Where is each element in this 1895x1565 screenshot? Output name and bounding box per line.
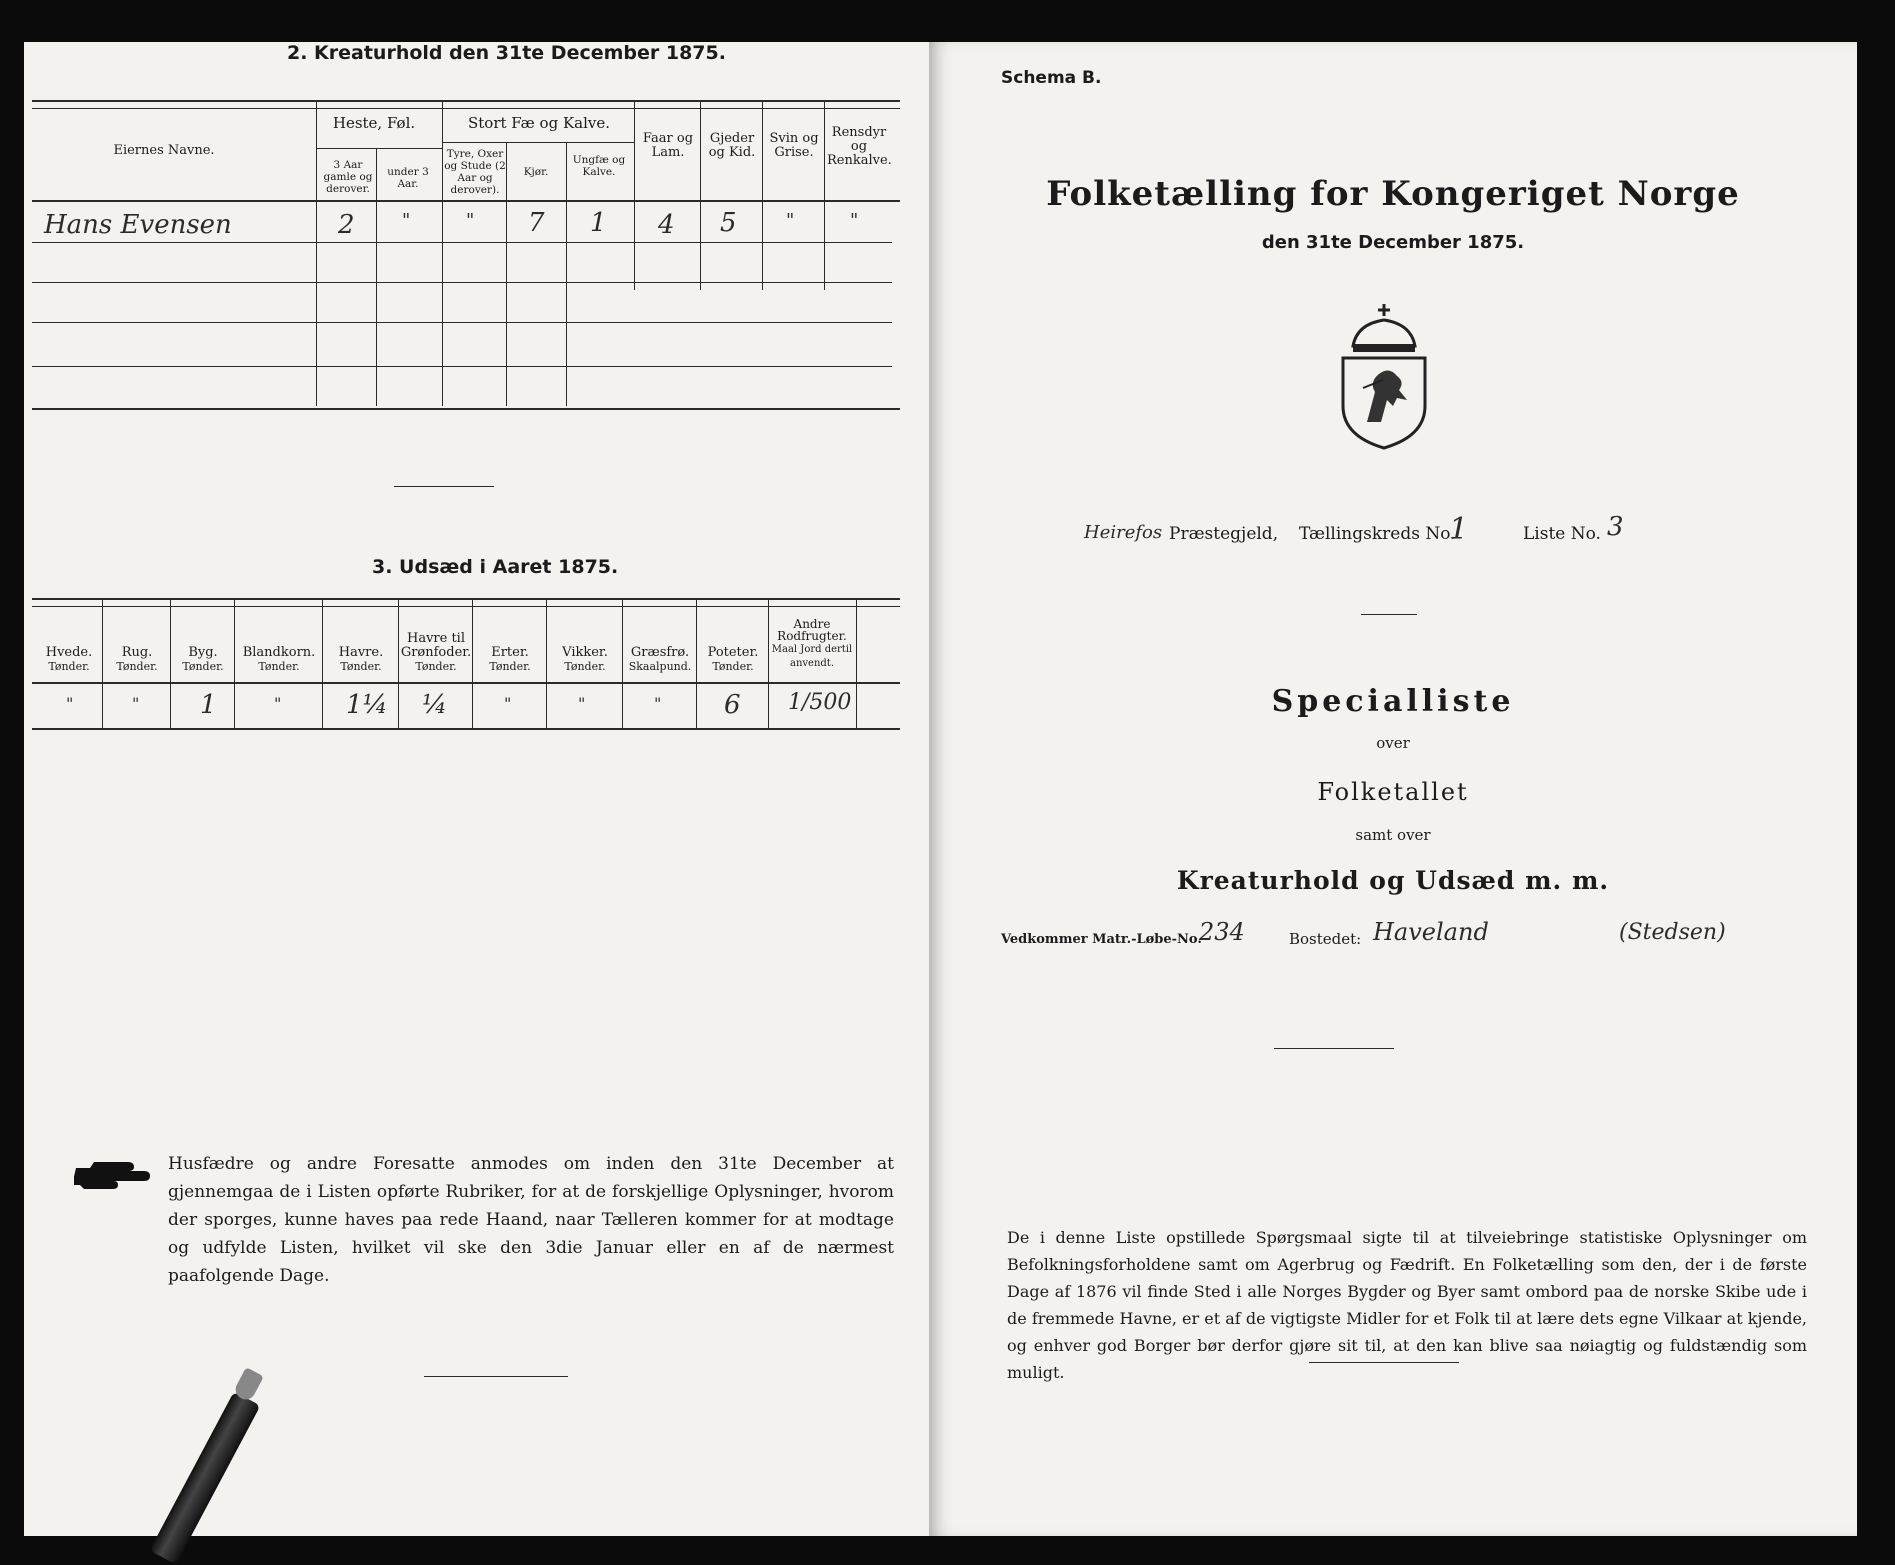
col-pigs-header: Svin og Grise. — [769, 131, 819, 160]
divider — [824, 100, 825, 290]
divider — [316, 148, 442, 149]
divider — [32, 322, 892, 323]
barley-value: 1 — [200, 690, 217, 720]
oats-value: 1¼ — [346, 690, 388, 720]
divider — [424, 1376, 568, 1377]
divider — [32, 728, 900, 730]
divider — [1361, 614, 1417, 615]
list-number: 3 — [1607, 512, 1624, 542]
divider — [32, 282, 892, 283]
col-reindeer-header: Rensdyr og Renkalve. — [827, 125, 892, 168]
bostedet-value: Haveland — [1373, 918, 1489, 946]
divider — [394, 486, 494, 487]
divider — [442, 100, 443, 406]
col-mixed-grain-header: Blandkorn. Tønder. — [242, 645, 316, 673]
divider — [472, 598, 473, 728]
over-label: over — [1376, 734, 1410, 752]
col-barley-header: Byg. Tønder. — [182, 645, 224, 673]
divider — [234, 598, 235, 728]
col-sheep-header: Faar og Lam. — [642, 131, 694, 160]
divider — [102, 598, 103, 728]
divider — [696, 598, 697, 728]
col-young-cattle-header: Ungfæ og Kalve. — [572, 154, 626, 178]
matr-number: 234 — [1199, 918, 1245, 946]
divider — [376, 148, 377, 406]
reindeer-value: " — [850, 210, 859, 231]
page-title: Folketælling for Kongeriget Norge — [1046, 174, 1740, 214]
divider — [1274, 1048, 1394, 1049]
wheat-value: " — [66, 694, 74, 713]
goats-value: 5 — [720, 208, 737, 238]
notice-text: Husfædre og andre Foresatte anmodes om inden den 31te December at gjennemgaa de i Listen opførte Rubriker, for at de forskjellige Oplysninger, hvorom der sporges, kunne haves paa rede Haand, naar Tælleren kommer for at modtage og udfylde Listen, hvilket vil ske den 3die Januar eller en af de nærmest paafolgende Dage. — [168, 1154, 894, 1286]
horses-young-value: " — [402, 210, 411, 231]
bostedet-label: Bostedet: — [1289, 930, 1362, 948]
divider — [32, 366, 892, 367]
rye-value: " — [132, 694, 140, 713]
horses-group-header: Heste, Føl. — [332, 114, 416, 132]
divider — [398, 598, 399, 728]
owner-name: Hans Evensen — [44, 210, 232, 240]
pointing-hand-icon — [74, 1158, 152, 1192]
folketallet-heading: Folketallet — [1317, 778, 1469, 806]
district-number: 1 — [1449, 512, 1469, 547]
col-potatoes-header: Poteter. Tønder. — [707, 645, 759, 673]
divider — [442, 142, 634, 143]
divider — [32, 108, 900, 109]
explanatory-paragraph: De i denne Liste opstillede Spørgsmaal sigte til at tilveiebringe statistiske Oplysninger om Befolkningsforholdene samt om Agerbrug og Fædrift. En Folketælling som den, der i de første Dage af 1876 vil finde Sted i alle Norges Bygder og Byer samt ombord paa de norske Skibe ude i de fremmede Havne, er et af de vigtigste Midler for et Folk til at lære dets egne Vilkaar at kjende, og enhver god Borger bør derfor gjøre sit til, at den kan blive saa nøiagtig og fuldstændig som muligt. — [1007, 1228, 1807, 1382]
col-rye-header: Rug. Tønder. — [116, 645, 158, 673]
coat-of-arms-icon — [1327, 302, 1441, 450]
cattle-group-header: Stort Fæ og Kalve. — [467, 114, 611, 132]
divider — [322, 598, 323, 728]
divider — [768, 598, 769, 728]
left-page — [24, 42, 930, 1536]
divider — [316, 100, 317, 406]
col-cows-header: Kjør. — [523, 166, 549, 178]
potatoes-value: 6 — [724, 690, 741, 720]
col-grass-seed-header: Græsfrø. Skaalpund. — [628, 645, 692, 673]
divider — [622, 598, 623, 728]
horses-old-value: 2 — [338, 210, 355, 240]
list-label: Liste No. — [1523, 524, 1601, 544]
col-horses-old-header: 3 Aar gamle og derover. — [323, 159, 373, 195]
young-cattle-value: 1 — [590, 208, 607, 238]
matr-label: Vedkommer Matr.-Løbe-No. — [1001, 932, 1202, 947]
divider — [700, 100, 701, 290]
peas-value: " — [504, 694, 512, 713]
divider — [546, 598, 547, 728]
page-subtitle: den 31te December 1875. — [1261, 232, 1525, 253]
divider — [32, 682, 900, 684]
divider — [32, 598, 900, 600]
col-oats-header: Havre. Tønder. — [338, 645, 384, 673]
divider — [32, 242, 892, 243]
specialliste-heading: Specialliste — [1271, 684, 1515, 719]
divider — [32, 200, 900, 202]
divider — [32, 606, 900, 607]
col-bulls-header: Tyre, Oxer og Stude (2 Aar og derover). — [444, 148, 506, 196]
col-green-oats-header: Havre til Grønfoder. Tønder. — [400, 631, 472, 673]
bostedet-extra: (Stedsen) — [1619, 920, 1726, 945]
bulls-value: " — [466, 210, 475, 231]
grass-seed-value: " — [654, 694, 662, 713]
col-owner-header: Eiernes Navne. — [113, 143, 215, 158]
vetch-value: " — [578, 694, 586, 713]
col-wheat-header: Hvede. Tønder. — [45, 645, 93, 673]
mixed-grain-value: " — [274, 694, 282, 713]
section3-title: 3. Udsæd i Aaret 1875. — [372, 556, 619, 578]
pigs-value: " — [786, 210, 795, 231]
green-oats-value: ¼ — [422, 690, 448, 720]
section2-title: 2. Kreaturhold den 31te December 1875. — [287, 42, 726, 64]
cows-value: 7 — [528, 208, 545, 238]
divider — [762, 100, 763, 290]
parish-name: Heirefos — [1084, 522, 1163, 543]
divider — [856, 598, 857, 728]
schema-label: Schema B. — [1001, 68, 1102, 88]
col-horses-young-header: under 3 Aar. — [387, 166, 429, 190]
sheep-value: 4 — [658, 210, 675, 240]
parish-label: Præstegjeld, — [1169, 524, 1279, 544]
col-peas-header: Erter. Tønder. — [489, 645, 531, 673]
root-crops-value: 1/500 — [788, 690, 852, 715]
divider — [634, 100, 635, 290]
col-goats-header: Gjeder og Kid. — [708, 131, 756, 160]
divider — [1309, 1362, 1459, 1363]
col-root-crops-header: Andre Rodfrugter. Maal Jord dertil anvendt. — [771, 617, 853, 669]
divider — [170, 598, 171, 728]
divider — [32, 100, 900, 102]
samt-over-label: samt over — [1355, 826, 1431, 844]
right-page — [929, 42, 1857, 1536]
kreaturhold-heading: Kreaturhold og Udsæd m. m. — [1176, 866, 1610, 895]
divider — [32, 408, 900, 410]
col-vetch-header: Vikker. Tønder. — [562, 645, 608, 673]
district-label: Tællingskreds No. — [1299, 524, 1456, 544]
